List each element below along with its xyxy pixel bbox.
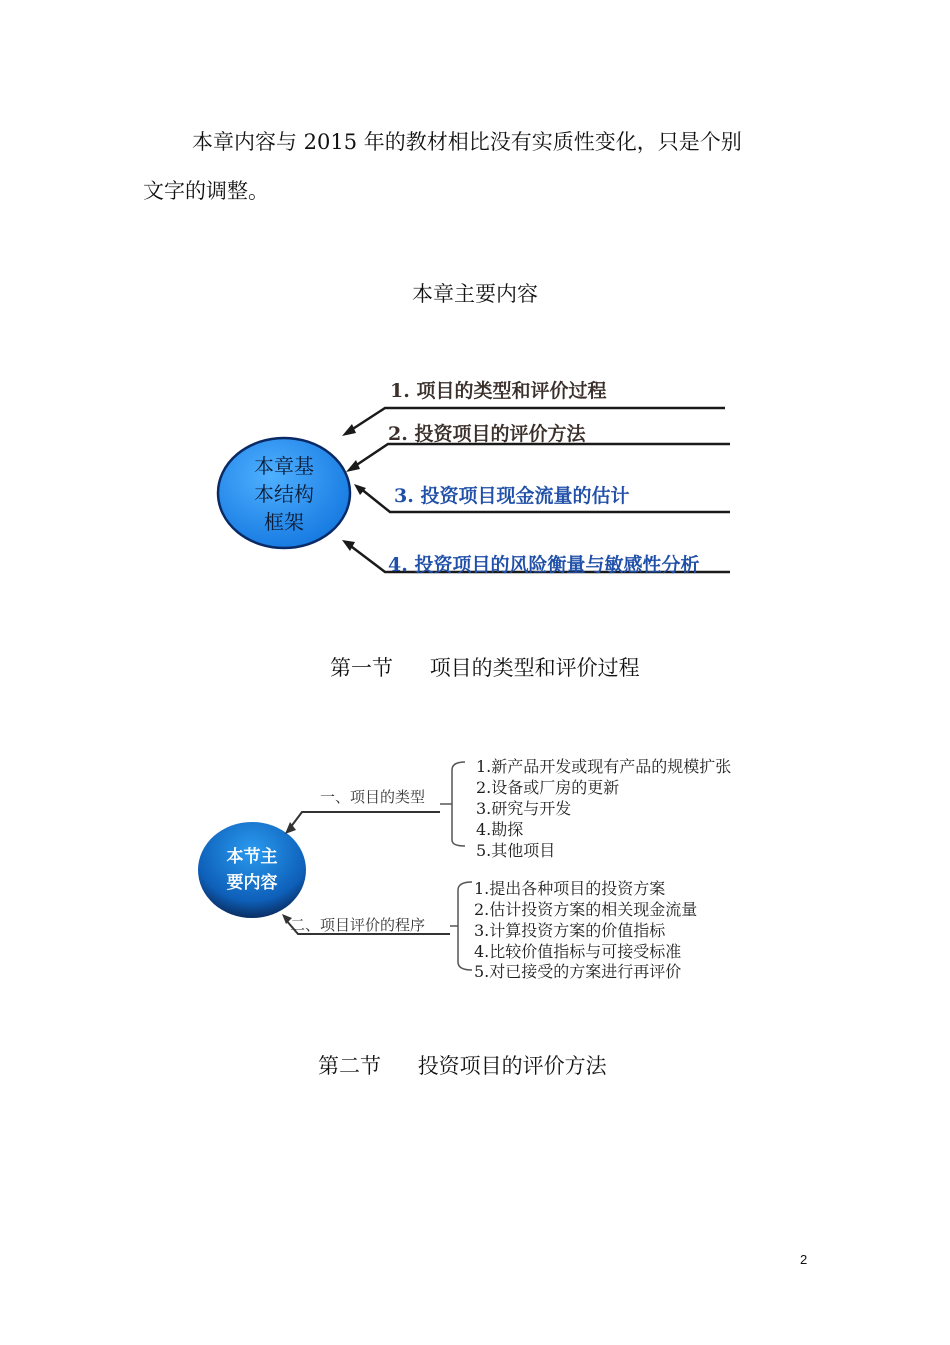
structure-item-1: 1. 项目的类型和评价过程: [390, 380, 607, 402]
section2-title: 投资项目的评价方法: [417, 1054, 607, 1078]
branch2-item-2: 2.估计投资方案的相关现金流量: [474, 900, 698, 919]
section-contents-diagram: [190, 748, 770, 988]
branch2-item-4: 4.比较价值指标与可接受标准: [474, 942, 682, 961]
branch1-item-2: 2.设备或厂房的更新: [476, 778, 620, 797]
branch1-item-5: 5.其他项目: [476, 841, 556, 860]
section2-heading: [318, 1050, 607, 1080]
branch2-bracket: [458, 882, 472, 970]
branch2-item-3: 3.计算投资方案的价值指标: [474, 921, 666, 940]
branch1-item-4: 4.勘探: [476, 820, 524, 839]
chapter-structure-diagram: [200, 360, 760, 590]
section-center-line-2: 要内容: [226, 873, 278, 893]
arrowhead-3: [354, 484, 366, 495]
intro-line-2: 文字的调整。: [143, 179, 269, 203]
structure-item-2: 2. 投资项目的评价方法: [388, 423, 586, 445]
chapter-center-line-3: 框架: [264, 510, 304, 534]
section1-heading: [330, 652, 640, 682]
intro-line-1: 本章内容与 2015 年的教材相比没有实质性变化，只是个别: [192, 130, 742, 154]
section-center-line-1: 本节主: [226, 847, 278, 867]
section-center-label: [202, 844, 302, 896]
main-heading: 本章主要内容: [412, 282, 538, 306]
page-number: 2: [800, 1252, 808, 1267]
branch1-connector: [290, 812, 440, 828]
chapter-center-label: [218, 452, 350, 536]
chapter-center-line-1: 本章基: [254, 454, 314, 478]
branch2-item-5: 5.对已接受的方案进行再评价: [474, 962, 682, 981]
section2-number: 第二节: [318, 1054, 381, 1078]
section1-number: 第一节: [330, 656, 393, 680]
chapter-center-line-2: 本结构: [254, 482, 314, 506]
section1-title: 项目的类型和评价过程: [429, 656, 640, 680]
structure-item-3: 3. 投资项目现金流量的估计: [394, 485, 630, 507]
structure-item-4: 4. 投资项目的风险衡量与敏感性分析: [388, 554, 700, 576]
branch1-item-3: 3.研究与开发: [476, 799, 572, 818]
branch1-bracket: [452, 762, 465, 846]
branch1-label: 一、项目的类型: [320, 788, 426, 806]
branch2-item-1: 1.提出各种项目的投资方案: [474, 879, 666, 898]
arrowhead-1: [342, 424, 356, 436]
connector-2: [352, 444, 730, 468]
branch2-label: 二、项目评价的程序: [290, 916, 426, 934]
branch1-item-1: 1.新产品开发或现有产品的规模扩张: [476, 757, 732, 776]
